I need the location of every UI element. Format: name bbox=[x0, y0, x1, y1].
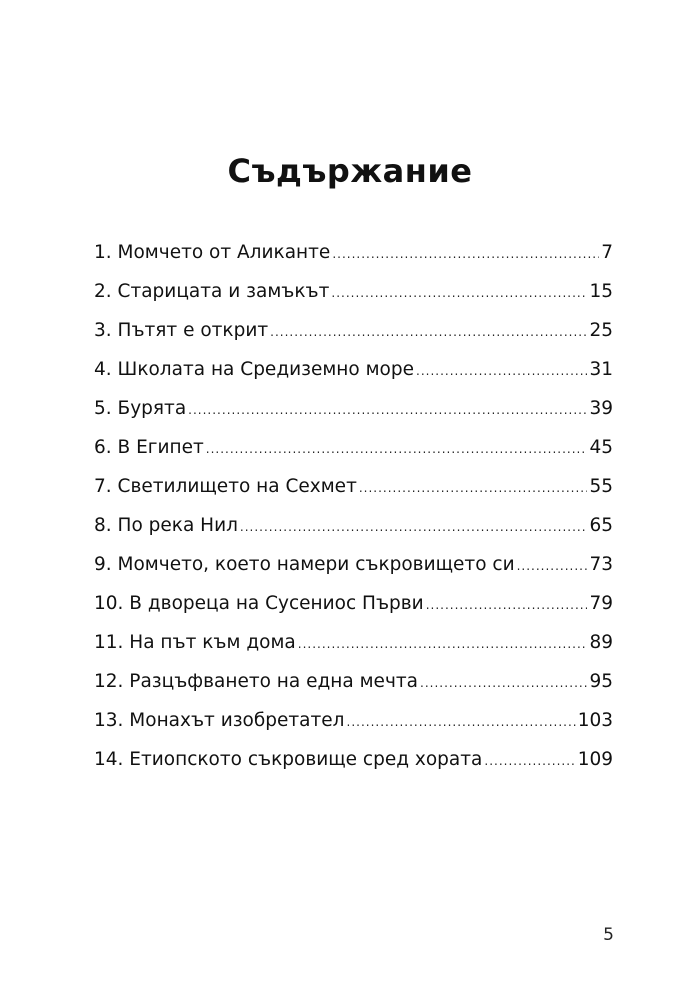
toc-entry bbox=[94, 472, 613, 511]
toc-entry-title: 6. В Египет bbox=[94, 437, 204, 458]
dot-leader bbox=[298, 629, 588, 659]
toc-entry-title: 2. Старицата и замъкът bbox=[94, 281, 330, 302]
toc-entry bbox=[94, 238, 613, 277]
toc-entry-page: 73 bbox=[589, 554, 613, 575]
dot-leader bbox=[484, 746, 575, 776]
dot-leader bbox=[270, 317, 587, 347]
dot-leader bbox=[331, 278, 587, 308]
dot-leader bbox=[420, 668, 587, 698]
toc-entry bbox=[94, 316, 613, 355]
toc-entry-title: 8. По река Нил bbox=[94, 515, 238, 536]
toc-entry-page: 39 bbox=[589, 398, 613, 419]
toc-entry-page: 109 bbox=[577, 749, 613, 770]
dot-leader bbox=[359, 473, 588, 503]
toc-entry bbox=[94, 667, 613, 706]
toc-entry-page: 25 bbox=[589, 320, 613, 341]
toc-entry-page: 15 bbox=[589, 281, 613, 302]
toc-entry-page: 95 bbox=[589, 671, 613, 692]
toc-entry bbox=[94, 394, 613, 433]
toc-entry-title: 1. Момчето от Аликанте bbox=[94, 242, 331, 263]
toc-entry bbox=[94, 355, 613, 394]
toc-entry-title: 13. Монахът изобретател bbox=[94, 710, 345, 731]
toc-entry bbox=[94, 745, 613, 784]
toc-entry bbox=[94, 628, 613, 667]
dot-leader bbox=[206, 434, 588, 464]
toc-entry-title: 11. На път към дома bbox=[94, 632, 296, 653]
toc-entry-page: 7 bbox=[601, 242, 613, 263]
toc-entry-page: 65 bbox=[589, 515, 613, 536]
dot-leader bbox=[188, 395, 587, 425]
toc-entry-title: 12. Разцъфването на една мечта bbox=[94, 671, 418, 692]
toc-entry-title: 14. Етиопското съкровище сред хората bbox=[94, 749, 483, 770]
toc-entry-title: 7. Светилището на Сехмет bbox=[94, 476, 357, 497]
page-title: Съдържание bbox=[227, 152, 473, 190]
dot-leader bbox=[240, 512, 588, 542]
toc-entry-page: 31 bbox=[589, 359, 613, 380]
toc-entry-page: 89 bbox=[589, 632, 613, 653]
toc-entry bbox=[94, 706, 613, 745]
toc-entry-title: 4. Школата на Средиземно море bbox=[94, 359, 415, 380]
toc-entry-title: 3. Пътят е открит bbox=[94, 320, 269, 341]
toc-entry-title: 10. В двореца на Сусениос Първи bbox=[94, 593, 424, 614]
toc-entry-title: 9. Момчето, което намери съкровището си bbox=[94, 554, 515, 575]
dot-leader bbox=[517, 551, 588, 581]
dot-leader bbox=[416, 356, 587, 386]
toc-entry bbox=[94, 550, 613, 589]
toc-entry-title: 5. Бурята bbox=[94, 398, 187, 419]
toc-entry bbox=[94, 277, 613, 316]
toc-entry-page: 55 bbox=[589, 476, 613, 497]
toc-entry bbox=[94, 589, 613, 628]
dot-leader bbox=[426, 590, 588, 620]
page-number: 5 bbox=[603, 925, 614, 945]
toc-entry bbox=[94, 511, 613, 550]
toc-entry-page: 79 bbox=[589, 593, 613, 614]
dot-leader bbox=[332, 239, 599, 269]
toc-entry bbox=[94, 433, 613, 472]
table-of-contents bbox=[94, 238, 613, 784]
dot-leader bbox=[347, 707, 576, 737]
toc-entry-page: 103 bbox=[577, 710, 613, 731]
toc-entry-page: 45 bbox=[589, 437, 613, 458]
